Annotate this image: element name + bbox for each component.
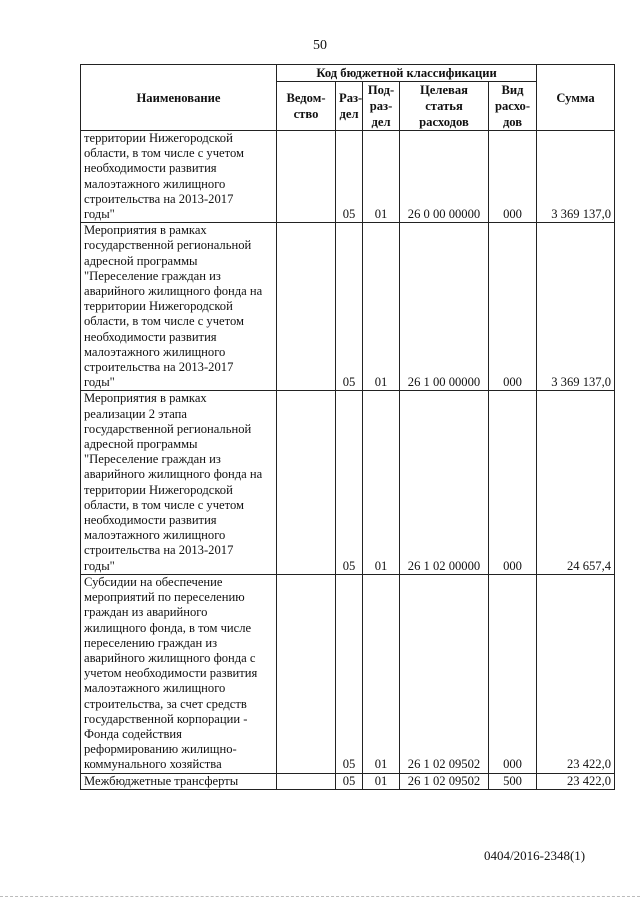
row-name: Межбюджетные трансферты <box>81 773 277 789</box>
row-razdel: 05 <box>336 223 363 391</box>
header-code-group: Код бюджетной классификации <box>277 65 537 82</box>
header-razdel: Раз- дел <box>336 82 363 131</box>
row-vedomstvo <box>277 391 336 574</box>
header-target: Целевая статья расходов <box>400 82 489 131</box>
row-vid: 000 <box>489 391 537 574</box>
row-podrazdel: 01 <box>363 574 400 773</box>
table-row <box>81 131 615 223</box>
row-podrazdel: 01 <box>363 131 400 223</box>
row-vid: 500 <box>489 773 537 789</box>
row-target: 26 1 02 09502 <box>400 574 489 773</box>
row-sum: 3 369 137,0 <box>537 223 615 391</box>
page-bottom-divider <box>0 896 640 897</box>
row-razdel: 05 <box>336 131 363 223</box>
row-sum: 3 369 137,0 <box>537 131 615 223</box>
row-name: Субсидии на обеспечение мероприятий по переселению граждан из аварийного жилищного фонда, в том числе переселению граждан из аварийного жилищного фонда с учетом необходимости развития малоэтажного жилищного строительства, за счет средств государственной корпорации - Фонда содействия реформированию жилищно- коммунального хозяйства <box>81 574 277 773</box>
row-target: 26 1 02 09502 <box>400 773 489 789</box>
row-sum: 23 422,0 <box>537 773 615 789</box>
header-podrazdel: Под- раз- дел <box>363 82 400 131</box>
row-name: Мероприятия в рамках реализации 2 этапа государственной региональной адресной программы "Переселение граждан из аварийного жилищного фонда на территории Нижегородской области, в том числе с учетом необходимости развития малоэтажного жилищного строительства на 2013-2017 годы" <box>81 391 277 574</box>
row-vid: 000 <box>489 131 537 223</box>
header-sum: Сумма <box>537 65 615 131</box>
row-vid: 000 <box>489 574 537 773</box>
table-row <box>81 223 615 391</box>
row-vid: 000 <box>489 223 537 391</box>
row-razdel: 05 <box>336 574 363 773</box>
row-sum: 24 657,4 <box>537 391 615 574</box>
row-target: 26 0 00 00000 <box>400 131 489 223</box>
page-number: 50 <box>313 38 327 53</box>
header-vedomstvo: Ведом- ство <box>277 82 336 131</box>
row-name: Мероприятия в рамках государственной региональной адресной программы "Переселение граждан из аварийного жилищного фонда на территории Нижегородской области, в том числе с учетом необходимости развития малоэтажного жилищного строительства на 2013-2017 годы" <box>81 223 277 391</box>
header-name: Наименование <box>81 65 277 131</box>
row-podrazdel: 01 <box>363 223 400 391</box>
row-vedomstvo <box>277 223 336 391</box>
table-row <box>81 574 615 773</box>
row-vedomstvo <box>277 131 336 223</box>
header-vid: Вид расхо- дов <box>489 82 537 131</box>
row-sum: 23 422,0 <box>537 574 615 773</box>
budget-table <box>80 64 615 790</box>
table-row <box>81 773 615 789</box>
row-vedomstvo <box>277 773 336 789</box>
row-podrazdel: 01 <box>363 773 400 789</box>
row-target: 26 1 00 00000 <box>400 223 489 391</box>
table-row <box>81 391 615 574</box>
row-podrazdel: 01 <box>363 391 400 574</box>
row-target: 26 1 02 00000 <box>400 391 489 574</box>
row-razdel: 05 <box>336 773 363 789</box>
row-razdel: 05 <box>336 391 363 574</box>
row-name: территории Нижегородской области, в том числе с учетом необходимости развития малоэтажного жилищного строительства на 2013-2017 годы" <box>81 131 277 223</box>
row-vedomstvo <box>277 574 336 773</box>
document-code: 0404/2016-2348(1) <box>484 848 586 863</box>
